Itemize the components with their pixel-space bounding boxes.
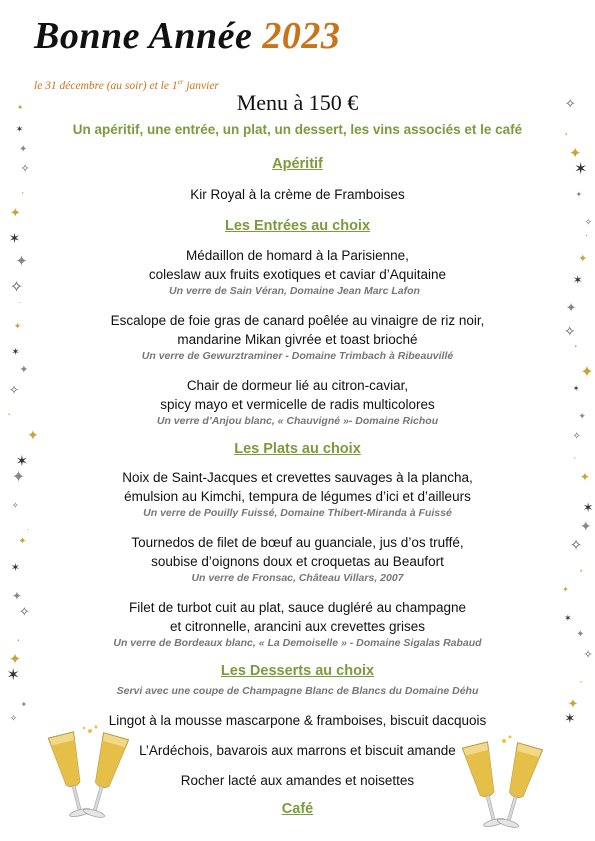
star-icon: · [18, 298, 21, 308]
star-icon: ✧ [18, 604, 30, 620]
star-icon: ✦ [11, 588, 22, 603]
section-title-plats: Les Plats au choix [234, 441, 361, 457]
dish-line: Tournedos de filet de bœuf au guanciale, jus d’os truffé, [131, 535, 464, 550]
star-icon: ✧ [583, 648, 593, 661]
star-icon: ✶ [563, 710, 576, 727]
star-icon: · [563, 124, 569, 141]
menu-content [0, 150, 595, 817]
dish-line: Filet de turbot cuit au plat, sauce dugléré au champagne [129, 600, 466, 615]
star-icon: ✦ [13, 320, 22, 331]
section-title-cafe: Café [281, 801, 314, 817]
star-icon: ✦ [568, 144, 582, 162]
dish-line: spicy mayo et vermicelle de radis multicolores [160, 397, 435, 412]
star-icon: ✦ [16, 102, 24, 112]
dish-line: Chair de dormeur lié au citron-caviar, [186, 378, 409, 393]
star-icon: ✧ [9, 713, 18, 724]
plat-item [0, 533, 595, 585]
dessert-item: L’Ardéchois, bavarois aux marrons et biscuit amande [139, 743, 456, 758]
star-icon: · [573, 337, 579, 355]
star-icon: · [26, 523, 30, 534]
star-icon: · [20, 184, 25, 199]
star-icon: ✦ [18, 144, 28, 156]
wine-pairing: Un verre de Pouilly Fuissé, Domaine Thibert-Miranda à Fuissé [143, 507, 452, 519]
star-icon: ✦ [578, 411, 586, 422]
dessert-wine-note: Servi avec une coupe de Champagne Blanc de Blancs du Domaine Déhu [116, 685, 479, 697]
star-icon: ✦ [9, 204, 21, 220]
date-sup: er [177, 78, 184, 86]
wine-pairing: Un verre de Bordeaux blanc, « La Demoiselle » - Domaine Sigalas Rabaud [113, 637, 482, 649]
star-icon: ✧ [11, 500, 19, 510]
dish-line: mandarine Mikan givrée et toast brioché [177, 332, 418, 347]
star-icon: · [16, 630, 21, 647]
star-icon: ✧ [569, 536, 583, 554]
wine-pairing: Un verre d’Anjou blanc, « Chauvigné »- Domaine Richou [156, 415, 439, 427]
star-icon: ✶ [572, 383, 580, 393]
section-title-desserts: Les Desserts au choix [220, 663, 375, 679]
dish-line: émulsion au Kimchi, tempura de légumes d’ici et d’ailleurs [124, 489, 471, 504]
star-icon: ✦ [567, 696, 579, 712]
star-icon: ✧ [8, 383, 20, 398]
entree-item [0, 246, 595, 298]
dish-line: Médaillon de homard à la Parisienne, [186, 248, 409, 263]
date-text-end: janvier [183, 79, 219, 92]
section-title-aperitif: Apéritif [272, 156, 323, 172]
dish-line: coleslaw aux fruits exotiques et caviar d’Aquitaine [148, 267, 447, 282]
star-icon: ✦ [27, 427, 39, 444]
star-icon: ✦ [19, 364, 29, 377]
star-icon: ✦ [578, 252, 588, 265]
star-icon: ✧ [572, 430, 581, 442]
dessert-item: Lingot à la mousse mascarpone & framboises, biscuit dacquois [108, 713, 487, 728]
star-icon: ✦ [580, 363, 594, 381]
dish-line: Noix de Saint-Jacques et crevettes sauvages à la plancha, [122, 470, 473, 485]
star-icon: ✶ [15, 453, 29, 471]
star-icon: ✶ [15, 124, 24, 135]
plat-item [0, 598, 595, 650]
star-icon: ✦ [565, 299, 577, 315]
star-icon: ✦ [20, 699, 28, 709]
star-icon: ✧ [564, 96, 576, 112]
entree-item [0, 311, 595, 363]
star-icon: ✦ [562, 584, 569, 594]
champagne-glasses-icon [458, 735, 550, 835]
star-icon: ✶ [573, 161, 588, 179]
star-icon: ✧ [20, 162, 30, 175]
star-icon: ✦ [11, 469, 26, 487]
star-icon: ✦ [579, 518, 592, 535]
star-icon: · [572, 452, 577, 465]
title-year: 2023 [262, 15, 341, 57]
star-icon: ✶ [6, 666, 20, 684]
star-icon: ✦ [579, 470, 590, 485]
star-icon: ✶ [582, 499, 594, 515]
star-icon: ✧ [9, 278, 24, 296]
star-icon: ✦ [15, 252, 28, 270]
wine-pairing: Un verre de Sain Véran, Domaine Jean Marc Lafon [169, 285, 420, 297]
dish-line: soubise d’oignons doux et croquetas au Beaufort [151, 554, 444, 569]
menu-price: Menu à 150 € [236, 90, 359, 115]
star-icon: ✦ [575, 189, 583, 199]
star-icon: ✶ [10, 561, 20, 574]
star-icon: · [7, 406, 12, 422]
page-title [34, 14, 340, 58]
star-icon: ✶ [572, 273, 583, 288]
star-icon: ✧ [563, 323, 576, 340]
plat-item [0, 468, 595, 520]
star-icon: ✦ [576, 628, 585, 640]
star-icon: ✶ [564, 612, 572, 623]
date-text: le 31 décembre (au soir) et le 1 [34, 79, 178, 92]
menu-subtitle: Un apéritif, une entrée, un plat, un dessert, les vins associés et le café [72, 122, 523, 137]
section-title-entrees: Les Entrées au choix [224, 218, 371, 234]
star-icon: ✦ [8, 650, 22, 668]
aperitif-dish: Kir Royal à la crème de Framboises [190, 187, 405, 202]
star-icon: · [584, 229, 589, 241]
wine-pairing: Un verre de Fronsac, Château Villars, 2007 [191, 572, 404, 584]
star-icon: ✦ [18, 536, 27, 548]
title-text: Bonne Année [34, 15, 253, 57]
dessert-item: Rocher lacté aux amandes et noisettes [180, 773, 415, 788]
star-icon: ✶ [11, 346, 20, 358]
star-icon: · [578, 673, 583, 688]
star-icon: · [578, 562, 584, 580]
entree-item [0, 376, 595, 428]
star-icon: ✶ [8, 230, 21, 247]
champagne-glasses-icon [44, 725, 136, 825]
dish-line: et citronnelle, arancini aux crevettes grises [169, 619, 426, 634]
wine-pairing: Un verre de Gewurztraminer - Domaine Trimbach à Ribeauvillé [141, 350, 454, 362]
star-icon: ✧ [584, 216, 593, 227]
dish-line: Escalope de foie gras de canard poêlée au vinaigre de riz noir, [110, 313, 485, 328]
